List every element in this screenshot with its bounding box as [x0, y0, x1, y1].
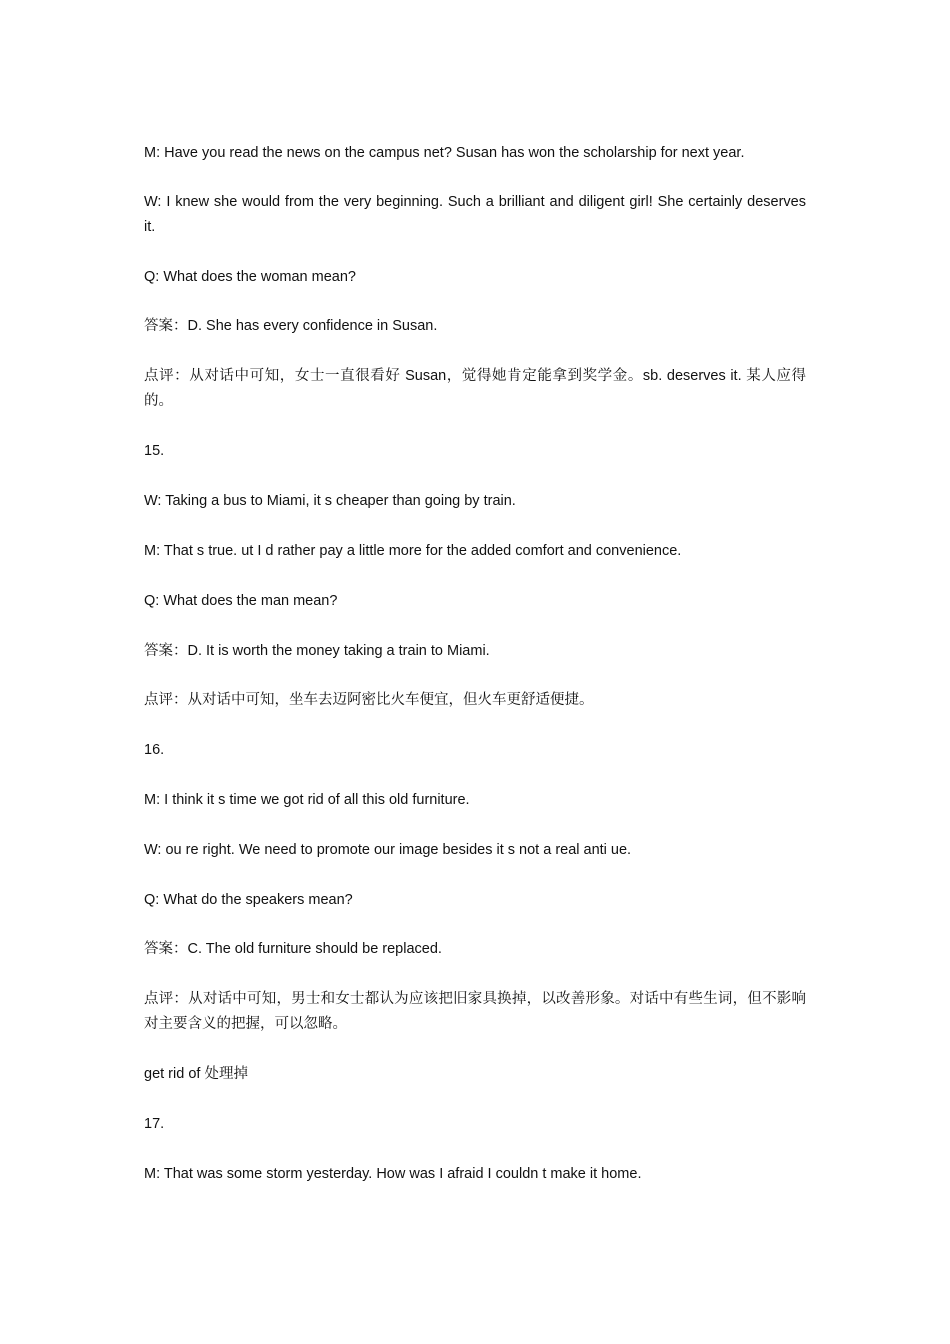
- comment-line: 点评：从对话中可知，男士和女士都认为应该把旧家具换掉，以改善形象。对话中有些生词，但不影响对主要含义的把握，可以忽略。: [144, 991, 806, 1032]
- dialogue-line: M: That was some storm yesterday. How was I afraid I couldn t make it home.: [144, 1166, 642, 1182]
- answer-line: 答案：C. The old furniture should be replaced.: [144, 941, 442, 957]
- question-line: Q: What do the speakers mean?: [144, 892, 353, 908]
- vocabulary-note: get rid of 处理掉: [144, 1066, 248, 1082]
- question-number: 17.: [144, 1116, 165, 1132]
- dialogue-line: M: Have you read the news on the campus net? Susan has won the scholarship for next year.: [144, 145, 745, 161]
- question-line: Q: What does the man mean?: [144, 593, 338, 609]
- dialogue-line: W: Taking a bus to Miami, it s cheaper than going by train.: [144, 493, 516, 509]
- dialogue-line: M: That s true. ut I d rather pay a little more for the added comfort and convenience.: [144, 543, 682, 559]
- answer-line: 答案：D. It is worth the money taking a train to Miami.: [144, 643, 490, 659]
- comment-line: 点评：从对话中可知，坐车去迈阿密比火车便宜，但火车更舒适便捷。: [144, 692, 594, 708]
- dialogue-line: W: ou re right. We need to promote our image besides it s not a real anti ue.: [144, 842, 632, 858]
- dialogue-line: W: I knew she would from the very beginning. Such a brilliant and diligent girl! She certainly deserves it.: [144, 194, 806, 235]
- question-number: 16.: [144, 742, 165, 758]
- question-number: 15.: [144, 443, 165, 459]
- comment-line: 点评：从对话中可知，女士一直很看好 Susan，觉得她肯定能拿到奖学金。sb. deserves it. 某人应得的。: [144, 368, 806, 409]
- dialogue-line: M: I think it s time we got rid of all this old furniture.: [144, 792, 470, 808]
- question-line: Q: What does the woman mean?: [144, 269, 356, 285]
- answer-line: 答案：D. She has every confidence in Susan.: [144, 318, 438, 334]
